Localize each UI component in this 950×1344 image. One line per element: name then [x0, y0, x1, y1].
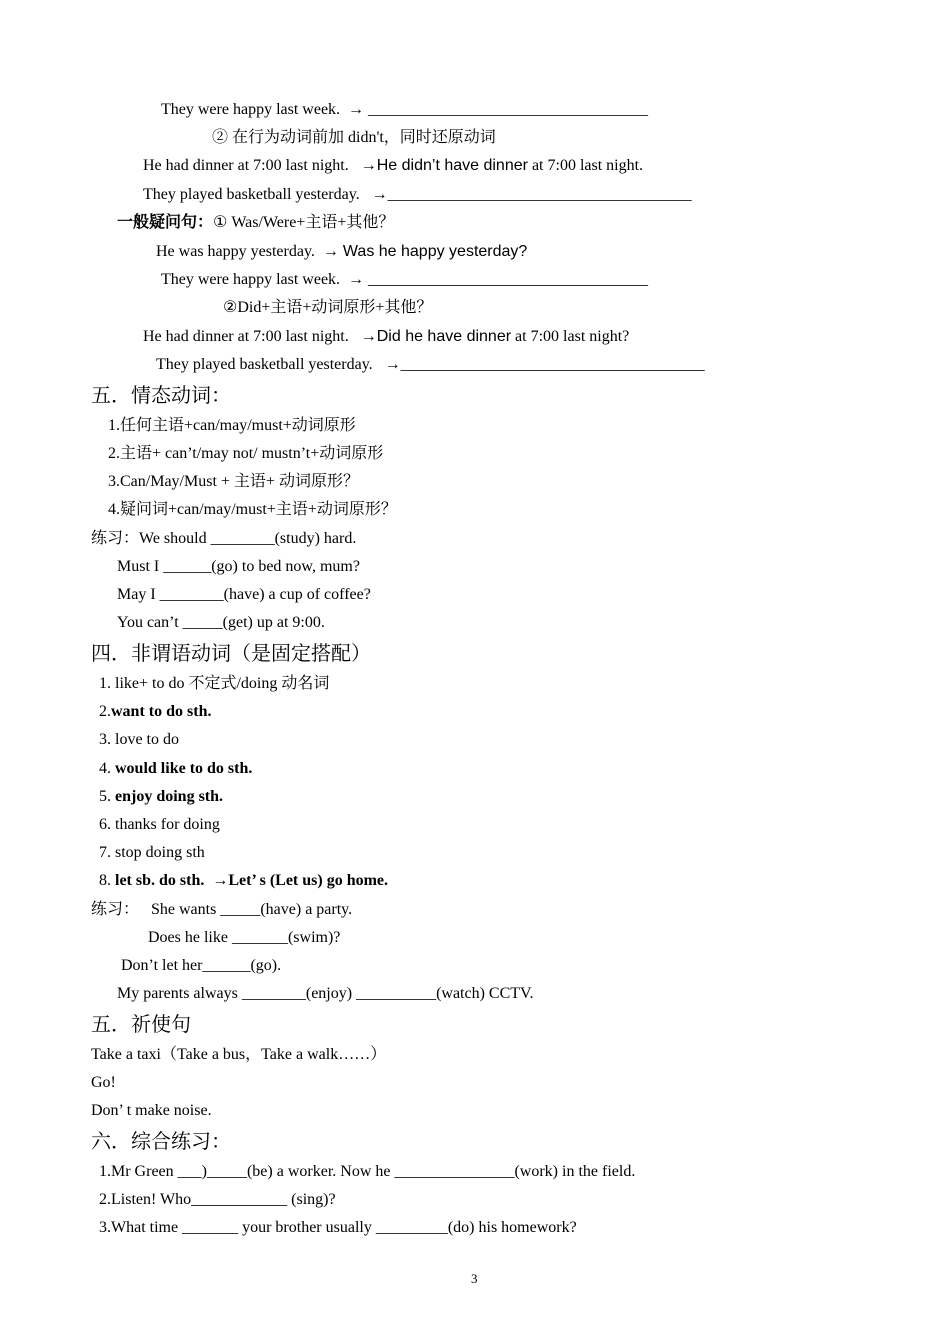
- nonfinite-practice-2: Does he like _______(swim)?: [148, 929, 341, 946]
- nonfinite-item-5: 5. enjoy doing sth.: [99, 788, 224, 805]
- nonfinite-item-3: 3. love to do: [99, 731, 179, 748]
- nonfinite-item-7: 7. stop doing sth: [99, 844, 205, 861]
- nonfinite-item-1: 1. like+ to do 不定式/doing 动名词: [99, 675, 330, 692]
- modal-rule-1: 1.任何主语+can/may/must+动词原形: [108, 417, 356, 434]
- nonfinite-item-6: 6. thanks for doing: [99, 816, 220, 833]
- past-negative-line-1: They were happy last week. → ___________________________________: [161, 101, 649, 118]
- nonfinite-item-8: 8. let sb. do sth. →Let’ s (Let us) go home.: [99, 872, 389, 889]
- practice-question-1: 1.Mr Green ___)_____(be) a worker. Now he _______________(work) in the field.: [99, 1163, 636, 1180]
- past-negative-line-4: They played basketball yesterday. →______________________________________: [143, 186, 692, 203]
- modal-rule-4: 4.疑问词+can/may/must+主语+动词原形？: [108, 501, 397, 518]
- modal-practice-3: May I ________(have) a cup of coffee?: [117, 586, 371, 603]
- practice-question-3: 3.What time _______ your brother usually _________(do) his homework?: [99, 1219, 577, 1236]
- section-heading-nonfinite: 四．非谓语动词（是固定搭配）: [91, 641, 371, 665]
- past-question-example-c: He had dinner at 7:00 last night. →Did he have dinner at 7:00 last night?: [143, 328, 630, 345]
- imperative-line-2: Go!: [91, 1074, 116, 1091]
- page-number: 3: [471, 1271, 478, 1286]
- past-question-line-6: They played basketball yesterday. →______________________________________: [156, 356, 705, 373]
- past-negative-rule-2: ② 在行为动词前加 didn't，同时还原动词: [212, 129, 496, 146]
- modal-practice-2: Must I ______(go) to bed now, mum?: [117, 558, 360, 575]
- past-question-line-3: They were happy last week. → ___________________________________: [161, 271, 649, 288]
- imperative-line-3: Don’ t make noise.: [91, 1102, 212, 1119]
- nonfinite-practice-4: My parents always ________(enjoy) __________(watch) CCTV.: [117, 985, 534, 1002]
- past-question-rule-2: ②Did+主语+动词原形+其他？: [223, 299, 433, 316]
- imperative-line-1: Take a taxi（Take a bus，Take a walk……）: [91, 1046, 387, 1063]
- nonfinite-item-2: 2.want to do sth.: [99, 703, 212, 720]
- modal-rule-3: 3.Can/May/Must + 主语+ 动词原形？: [108, 473, 359, 490]
- section-heading-practice: 六．综合练习：: [91, 1129, 231, 1153]
- past-question-rule-1: 一般疑问句：① Was/Were+主语+其他？: [117, 214, 395, 231]
- modal-practice-4: You can’t _____(get) up at 9:00.: [117, 614, 325, 631]
- section-heading-imperative: 五．祈使句: [91, 1012, 191, 1036]
- practice-question-2: 2.Listen! Who____________ (sing)?: [99, 1191, 336, 1208]
- nonfinite-practice-1: 练习： She wants _____(have) a party.: [91, 901, 353, 918]
- past-question-example-b: He was happy yesterday. → Was he happy yesterday?: [156, 243, 528, 260]
- modal-rule-2: 2.主语+ can’t/may not/ mustn’t+动词原形: [108, 445, 384, 462]
- modal-practice-1: 练习：We should ________(study) hard.: [91, 530, 357, 547]
- nonfinite-item-4: 4. would like to do sth.: [99, 760, 253, 777]
- nonfinite-practice-3: Don’t let her______(go).: [121, 957, 282, 974]
- section-heading-modal: 五．情态动词：: [91, 383, 231, 407]
- past-negative-example-a: He had dinner at 7:00 last night. →He didn’t have dinner at 7:00 last night.: [143, 157, 644, 174]
